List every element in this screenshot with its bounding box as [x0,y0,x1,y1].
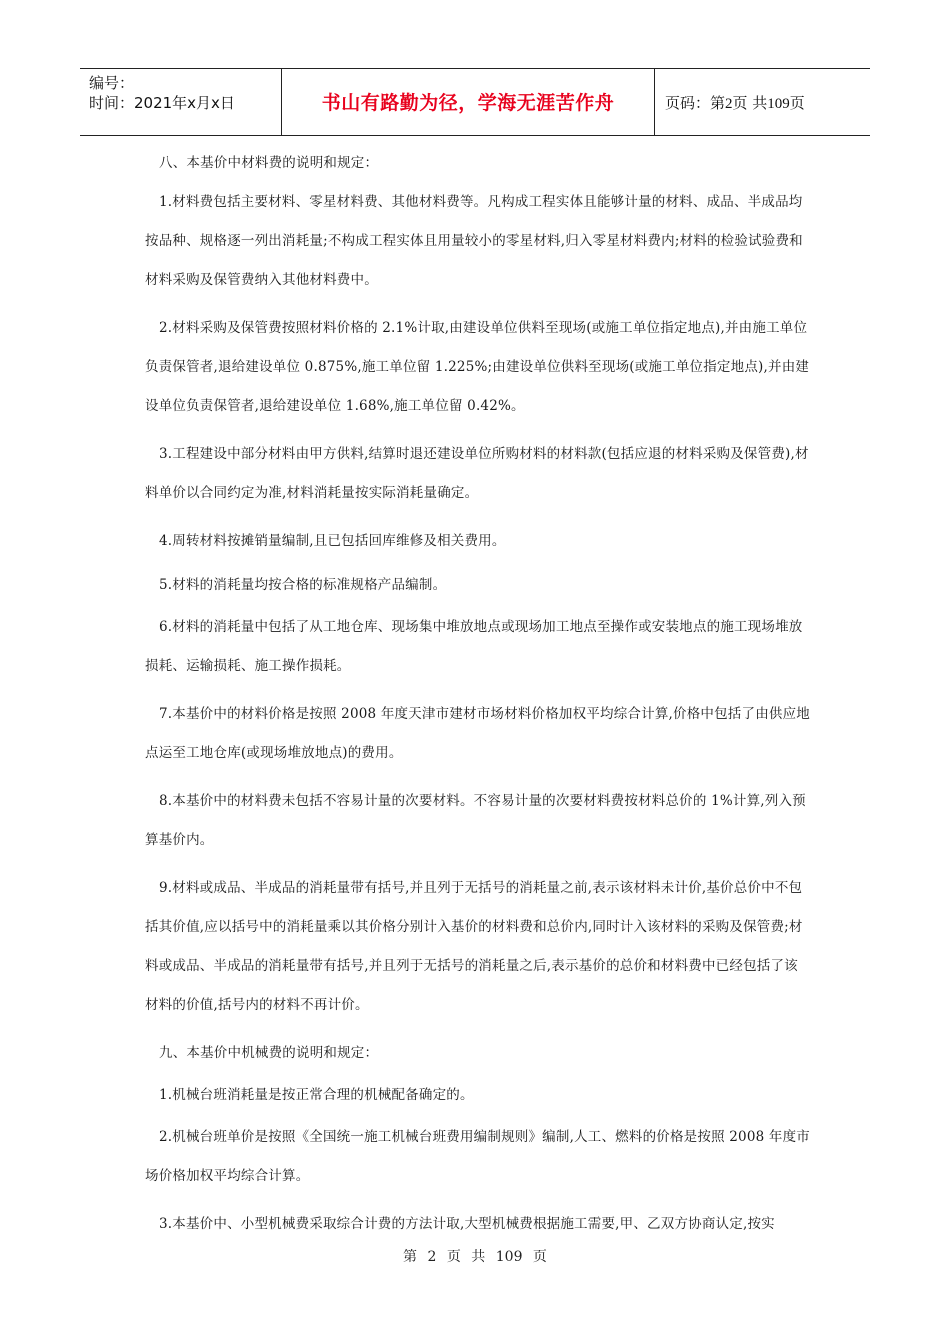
page-header [80,68,870,136]
paragraph-machinery-2: 2.机械台班单价是按照《全国统一施工机械台班费用编制规则》编制,人工、燃料的价格是按照 2008 年度市场价格加权平均综合计算。 [145,1129,811,1184]
paragraph-machinery-1: 1.机械台班消耗量是按正常合理的机械配备确定的。 [159,1087,474,1103]
page-label-suffix: 页 [789,94,805,112]
page-footer: 第 2 页 共 109 页 [403,1249,547,1265]
header-page-indicator [655,69,870,135]
document-date-label: 时间：2021年x月x日 [89,94,235,112]
paragraph-material-9: 9.材料或成品、半成品的消耗量带有括号,并且列于无括号的消耗量之前,表示该材料未计价,基价总价中不包括其价值,应以括号中的消耗量乘以其价格分别计入基价的材料费和总价内,同时计入该材料的采购及保管费;材料或成品、半成品的消耗量带有括号,并且列于无括号的消耗量之后,表示基价的总价和材料费中已经包括了该材料的价值,括号内的材料不再计价。 [145,880,803,1013]
page-total-number: 109 [767,96,790,112]
document-body [145,153,810,1244]
paragraph-machinery-3: 3.本基价中、小型机械费采取综合计费的方法计取,大型机械费根据施工需要,甲、乙双方协商认定,按实 [159,1216,775,1232]
section-heading-machinery: 九、本基价中机械费的说明和规定： [159,1045,379,1061]
paragraph-material-5: 5.材料的消耗量均按合格的标准规格产品编制。 [159,577,447,593]
page-label-prefix: 页码：第 [665,94,726,112]
paragraph-material-1: 1.材料费包括主要材料、零星材料费、其他材料费等。凡构成工程实体且能够计量的材料、成品、半成品均按品种、规格逐一列出消耗量;不构成工程实体且用量较小的零星材料,归入零星材料费内;材料的检验试验费和材料采购及保管费纳入其他材料费中。 [145,194,803,288]
paragraph-material-6: 6.材料的消耗量中包括了从工地仓库、现场集中堆放地点或现场加工地点至操作或安装地点的施工现场堆放损耗、运输损耗、施工操作损耗。 [145,619,803,674]
page-current-number: 2 [725,96,733,112]
paragraph-material-8: 8.本基价中的材料费未包括不容易计量的次要材料。不容易计量的次要材料费按材料总价的 1%计算,列入预算基价内。 [145,793,806,848]
header-meta [80,69,282,135]
header-motto: 书山有路勤为径，学海无涯苦作舟 [282,69,655,135]
paragraph-material-3: 3.工程建设中部分材料由甲方供料,结算时退还建设单位所购材料的材料款(包括应退的材料采购及保管费),材料单价以合同约定为准,材料消耗量按实际消耗量确定。 [145,446,809,501]
section-heading-materials: 八、本基价中材料费的说明和规定： [159,155,379,171]
paragraph-material-2: 2.材料采购及保管费按照材料价格的 2.1%计取,由建设单位供料至现场(或施工单位指定地点),并由施工单位负责保管者,退给建设单位 0.875%,施工单位留 1.225%;由建设单位供料至现场(或施工单位指定地点),并由建设单位负责保管者,退给建设单位 1.68%,施工单位留 0.42%。 [145,320,810,414]
page-label-mid: 页 共 [732,94,768,112]
document-number-label: 编号： [89,74,135,92]
paragraph-material-4: 4.周转材料按摊销量编制,且已包括回库维修及相关费用。 [159,533,506,549]
paragraph-material-7: 7.本基价中的材料价格是按照 2008 年度天津市建材市场材料价格加权平均综合计算,价格中包括了由供应地点运至工地仓库(或现场堆放地点)的费用。 [145,706,811,761]
